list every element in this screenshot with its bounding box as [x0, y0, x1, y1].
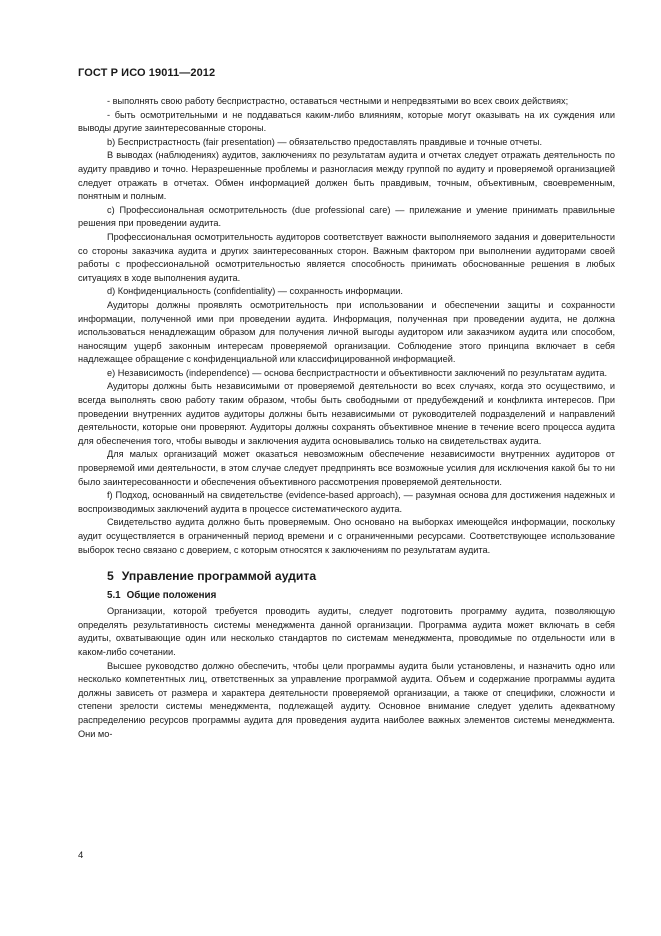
paragraph: c) Профессиональная осмотрительность (due professional care) — прилежание и умение принимать правильные решения при проведении аудита. — [78, 204, 615, 229]
paragraph: f) Подход, основанный на свидетельстве (evidence-based approach), — разумная основа для достижения надежных и воспроизводимых заключений аудита в процессе систематического аудита. — [78, 490, 615, 514]
body-text — [78, 95, 615, 741]
paragraph: Профессиональная осмотрительность аудиторов соответствует важности выполняемого задания и доверительности со стороны заказчика аудита и других заинтересованных сторон. Важным фактором при выполнении аудиторами своей работы с профессиональной осмотрительностью является способность принимать обоснованные решения в любых ситуациях в ходе выполнения аудита. — [78, 231, 615, 283]
paragraph: d) Конфиденциальность (confidentiality) — сохранность информации. — [107, 286, 403, 297]
paragraph: - выполнять свою работу беспристрастно, оставаться честными и непредвзятыми во всех своих действиях; — [107, 96, 569, 106]
paragraph: Высшее руководство должно обеспечить, чтобы цели программы аудита были установлены, и назначить одно или несколько компетентных лиц, ответственных за управление программой аудита. Объем и содержание программы аудита должны зависеть от размера и характера деятельности проверяемой организации, а также от специфики, сложности и степени зрелости системы менеджмента, подлежащей аудиту. Основное внимание следует уделить адекватному распределению ресурсов программы аудита для проведения аудита наиболее важных элементов системы менеджмента. Они мо- — [78, 660, 615, 739]
paragraph: Аудиторы должны быть независимыми от проверяемой деятельности во всех случаях, когда это осуществимо, и всегда выполнять свою работу таким образом, чтобы быть свободными от предубеждений и конфликта интересов. При проведении внутренних аудитов аудиторы должны быть независимыми от руководителей подразделений и направлений деятельности, которые они проверяют. Аудиторы должны сохранять объективное мнение в течение всего процесса аудита для обеспечения того, чтобы выводы и заключения аудита основывались только на свидетельствах аудита. — [78, 381, 615, 446]
section-number: 5 — [107, 569, 114, 584]
paragraph: В выводах (наблюдениях) аудитов, заключениях по результатам аудита и отчетах следует отражать деятельность по аудиту правдиво и точно. Неразрешенные проблемы и разногласия между группой по аудиту и проверяемой организацией следует отражать в отчетах. Обмен информацией должен быть правдивым, точным, объективным, своевременным, понятным и полным. — [78, 150, 615, 202]
section-heading — [78, 568, 615, 584]
paragraph: - быть осмотрительными и не поддаваться каким-либо влияниям, которые могут оказывать на их суждения или выводы другие заинтересованные стороны. — [78, 109, 615, 134]
subsection-title: Общие положения — [126, 590, 217, 602]
paragraph: Для малых организаций может оказаться невозможным обеспечение независимости внутренних аудиторов от проверяемой ими деятельности, в этом случае следует предпринять все возможные усилия для исключения какой бы то ни было заинтересованности и обеспечения объективного рассмотрения проверяемой деятельности. — [78, 449, 615, 487]
section-title: Управление программой аудита — [121, 569, 317, 584]
paragraph: Аудиторы должны проявлять осмотрительность при использовании и обеспечении защиты и сохранности информации, полученной ими при проведении аудита. Информация, полученная при проведении аудита, не должна использоваться ненадлежащим образом для получения личной выгоды аудитором или заказчиком аудита или способом, наносящим ущерб законным интересам проверяемой организации. Соблюдение этого принципа включает в себя надлежащее обращение с конфиденциальной или классифицированной информацией. — [78, 299, 615, 365]
paragraph: b) Беспристрастность (fair presentation) — обязательство предоставлять правдивые и точные отчеты. — [107, 136, 543, 147]
paragraph: e) Независимость (independence) — основа беспристрастности и объективности заключений по результатам аудита. — [107, 367, 608, 378]
subsection-number: 5.1 — [107, 590, 121, 602]
paragraph: Свидетельство аудита должно быть проверяемым. Оно основано на выборках имеющейся информации, поскольку аудит осуществляется в ограниченный период времени и с ограниченными ресурсами. Соответствующее использование выборок тесно связано с доверием, с которым относятся к заключениям по результатам аудита. — [78, 517, 615, 555]
subsection-heading — [78, 589, 615, 603]
page-number: 4 — [78, 850, 84, 861]
paragraph: Организации, которой требуется проводить аудиты, следует подготовить программу аудита, позволяющую определять результативность системы менеджмента данной организации. Программа аудита может включать в себя аудиты, охватывающие один или несколько стандартов по системам менеджмента, проводимые по отдельности или в каком-либо сочетании. — [78, 606, 615, 657]
document-header: ГОСТ Р ИСО 19011—2012 — [78, 67, 216, 79]
